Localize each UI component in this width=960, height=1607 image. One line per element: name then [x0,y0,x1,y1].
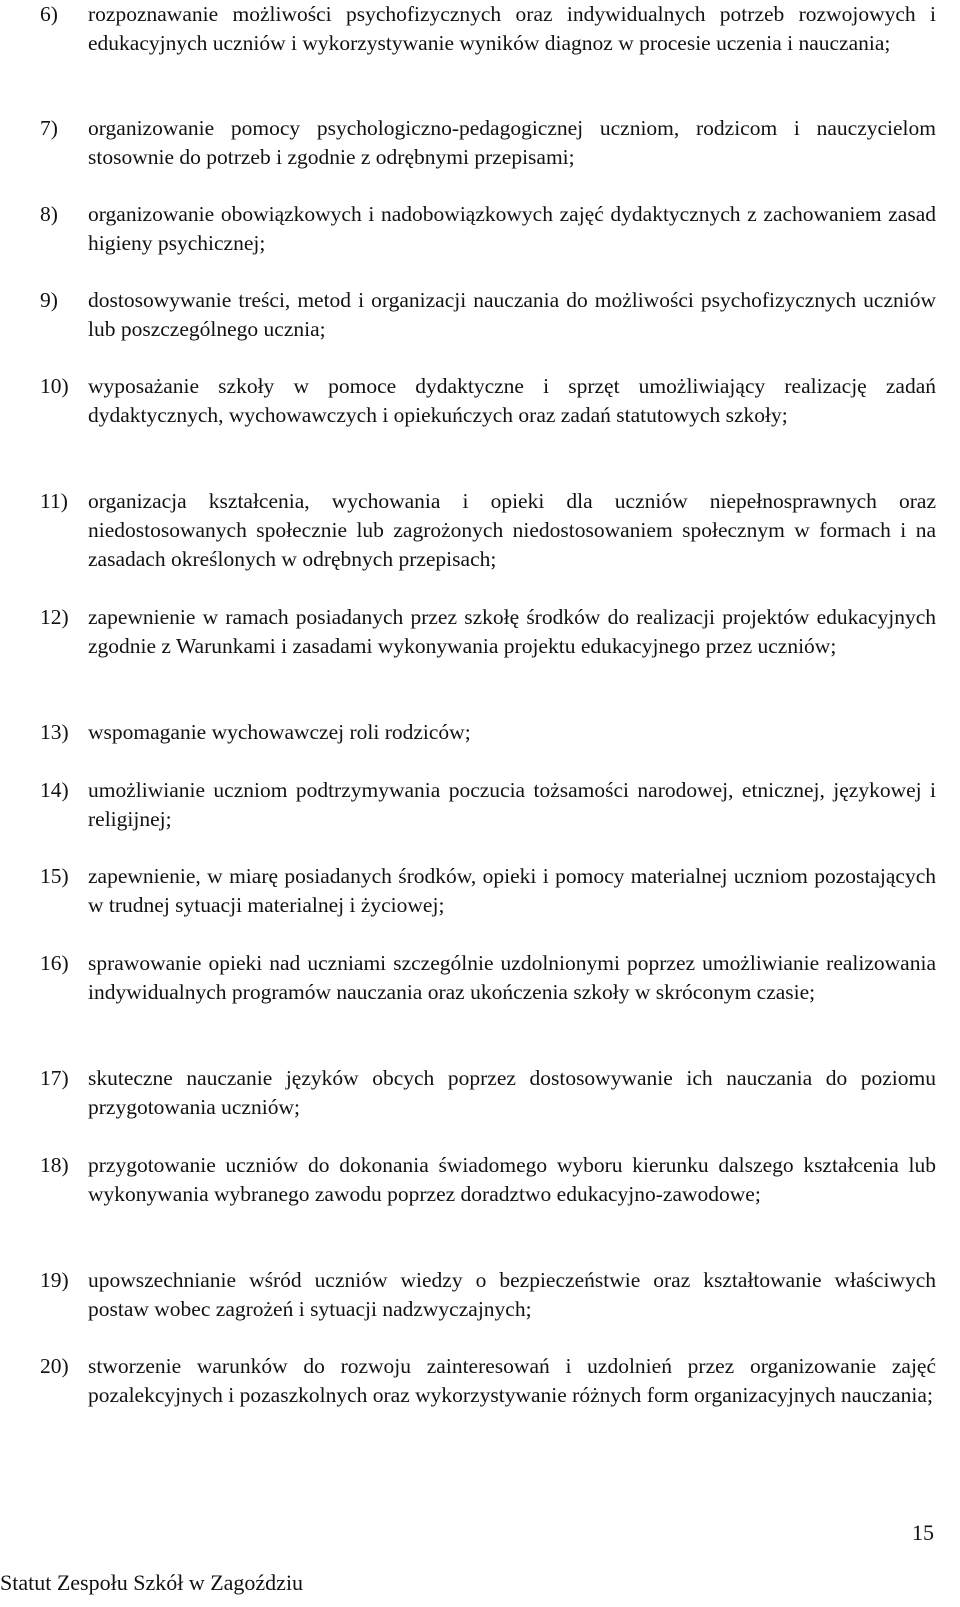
list-item-20 [40,1352,936,1410]
item-text: organizowanie pomocy psychologiczno-pedagogicznej uczniom, rodzicom i nauczycielom stosownie do potrzeb i zgodnie z odrębnymi przepisami; [88,116,936,169]
item-text: zapewnienie, w miarę posiadanych środków, opieki i pomocy materialnej uczniom pozostających w trudnej sytuacji materialnej i życiowej; [88,864,936,917]
item-number: 8) [40,202,58,226]
item-text: stworzenie warunków do rozwoju zainteresowań i uzdolnień przez organizowanie zajęć pozalekcyjnych i pozaszkolnych oraz wykorzystywanie różnych form organizacyjnych nauczania; [88,1354,936,1407]
item-text: przygotowanie uczniów do dokonania świadomego wyboru kierunku dalszego kształcenia lub wykonywania wybranego zawodu poprzez doradztwo edukacyjno-zawodowe; [88,1153,936,1206]
list-item-14 [40,776,936,834]
footer-title: Statut Zespołu Szkół w Zagoździu [0,1570,304,1595]
page-number: 15 [912,1520,934,1545]
item-number: 19) [40,1268,69,1292]
item-text: skuteczne nauczanie języków obcych poprzez dostosowywanie ich nauczania do poziomu przygotowania uczniów; [88,1066,936,1119]
list-item-17 [40,1064,936,1122]
item-number: 20) [40,1354,69,1378]
list-item-7 [40,114,936,172]
list-item-19 [40,1266,936,1324]
list-item-16 [40,949,936,1007]
item-text: umożliwianie uczniom podtrzymywania poczucia tożsamości narodowej, etnicznej, językowej i religijnej; [88,778,936,831]
list-item-10 [40,372,936,430]
item-text: wyposażanie szkoły w pomoce dydaktyczne i sprzęt umożliwiający realizację zadań dydaktycznych, wychowawczych i opiekuńczych oraz zadań statutowych szkoły; [88,374,936,427]
item-number: 17) [40,1066,69,1090]
item-number: 12) [40,605,69,629]
item-number: 18) [40,1153,69,1177]
item-number: 7) [40,116,58,140]
list-item-8 [40,200,936,258]
list-item-6 [40,0,936,58]
item-text: sprawowanie opieki nad uczniami szczególnie uzdolnionymi poprzez umożliwianie realizowania indywidualnych programów nauczania oraz ukończenia szkoły w skróconym czasie; [88,951,936,1004]
item-text: rozpoznawanie możliwości psychofizycznych oraz indywidualnych potrzeb rozwojowych i edukacyjnych uczniów i wykorzystywanie wyników diagnoz w procesie uczenia i nauczania; [88,2,936,55]
list-item-18 [40,1151,936,1209]
list-item-15 [40,862,936,920]
item-text: organizacja kształcenia, wychowania i opieki dla uczniów niepełnosprawnych oraz niedostosowanych społecznie lub zagrożonych niedostosowaniem społecznym w formach i na zasadach określonych w odrębnych przepisach; [88,489,936,571]
item-text: dostosowywanie treści, metod i organizacji nauczania do możliwości psychofizycznych uczniów lub poszczególnego ucznia; [88,288,936,341]
item-number: 14) [40,778,69,802]
item-number: 10) [40,374,69,398]
item-text: zapewnienie w ramach posiadanych przez szkołę środków do realizacji projektów edukacyjnych zgodnie z Warunkami i zasadami wykonywania projektu edukacyjnego przez uczniów; [88,605,936,658]
list-item-13 [40,718,936,747]
item-number: 6) [40,2,58,26]
item-text: organizowanie obowiązkowych i nadobowiązkowych zajęć dydaktycznych z zachowaniem zasad higieny psychicznej; [88,202,936,255]
item-text: upowszechnianie wśród uczniów wiedzy o bezpieczeństwie oraz kształtowanie właściwych postaw wobec zagrożeń i sytuacji nadzwyczajnych; [88,1268,936,1321]
item-number: 9) [40,288,58,312]
item-text: wspomaganie wychowawczej roli rodziców; [88,720,471,744]
item-number: 16) [40,951,69,975]
list-item-12 [40,603,936,661]
item-number: 13) [40,720,69,744]
list-item-11 [40,487,936,574]
item-number: 15) [40,864,69,888]
list-item-9 [40,286,936,344]
item-number: 11) [40,489,68,513]
